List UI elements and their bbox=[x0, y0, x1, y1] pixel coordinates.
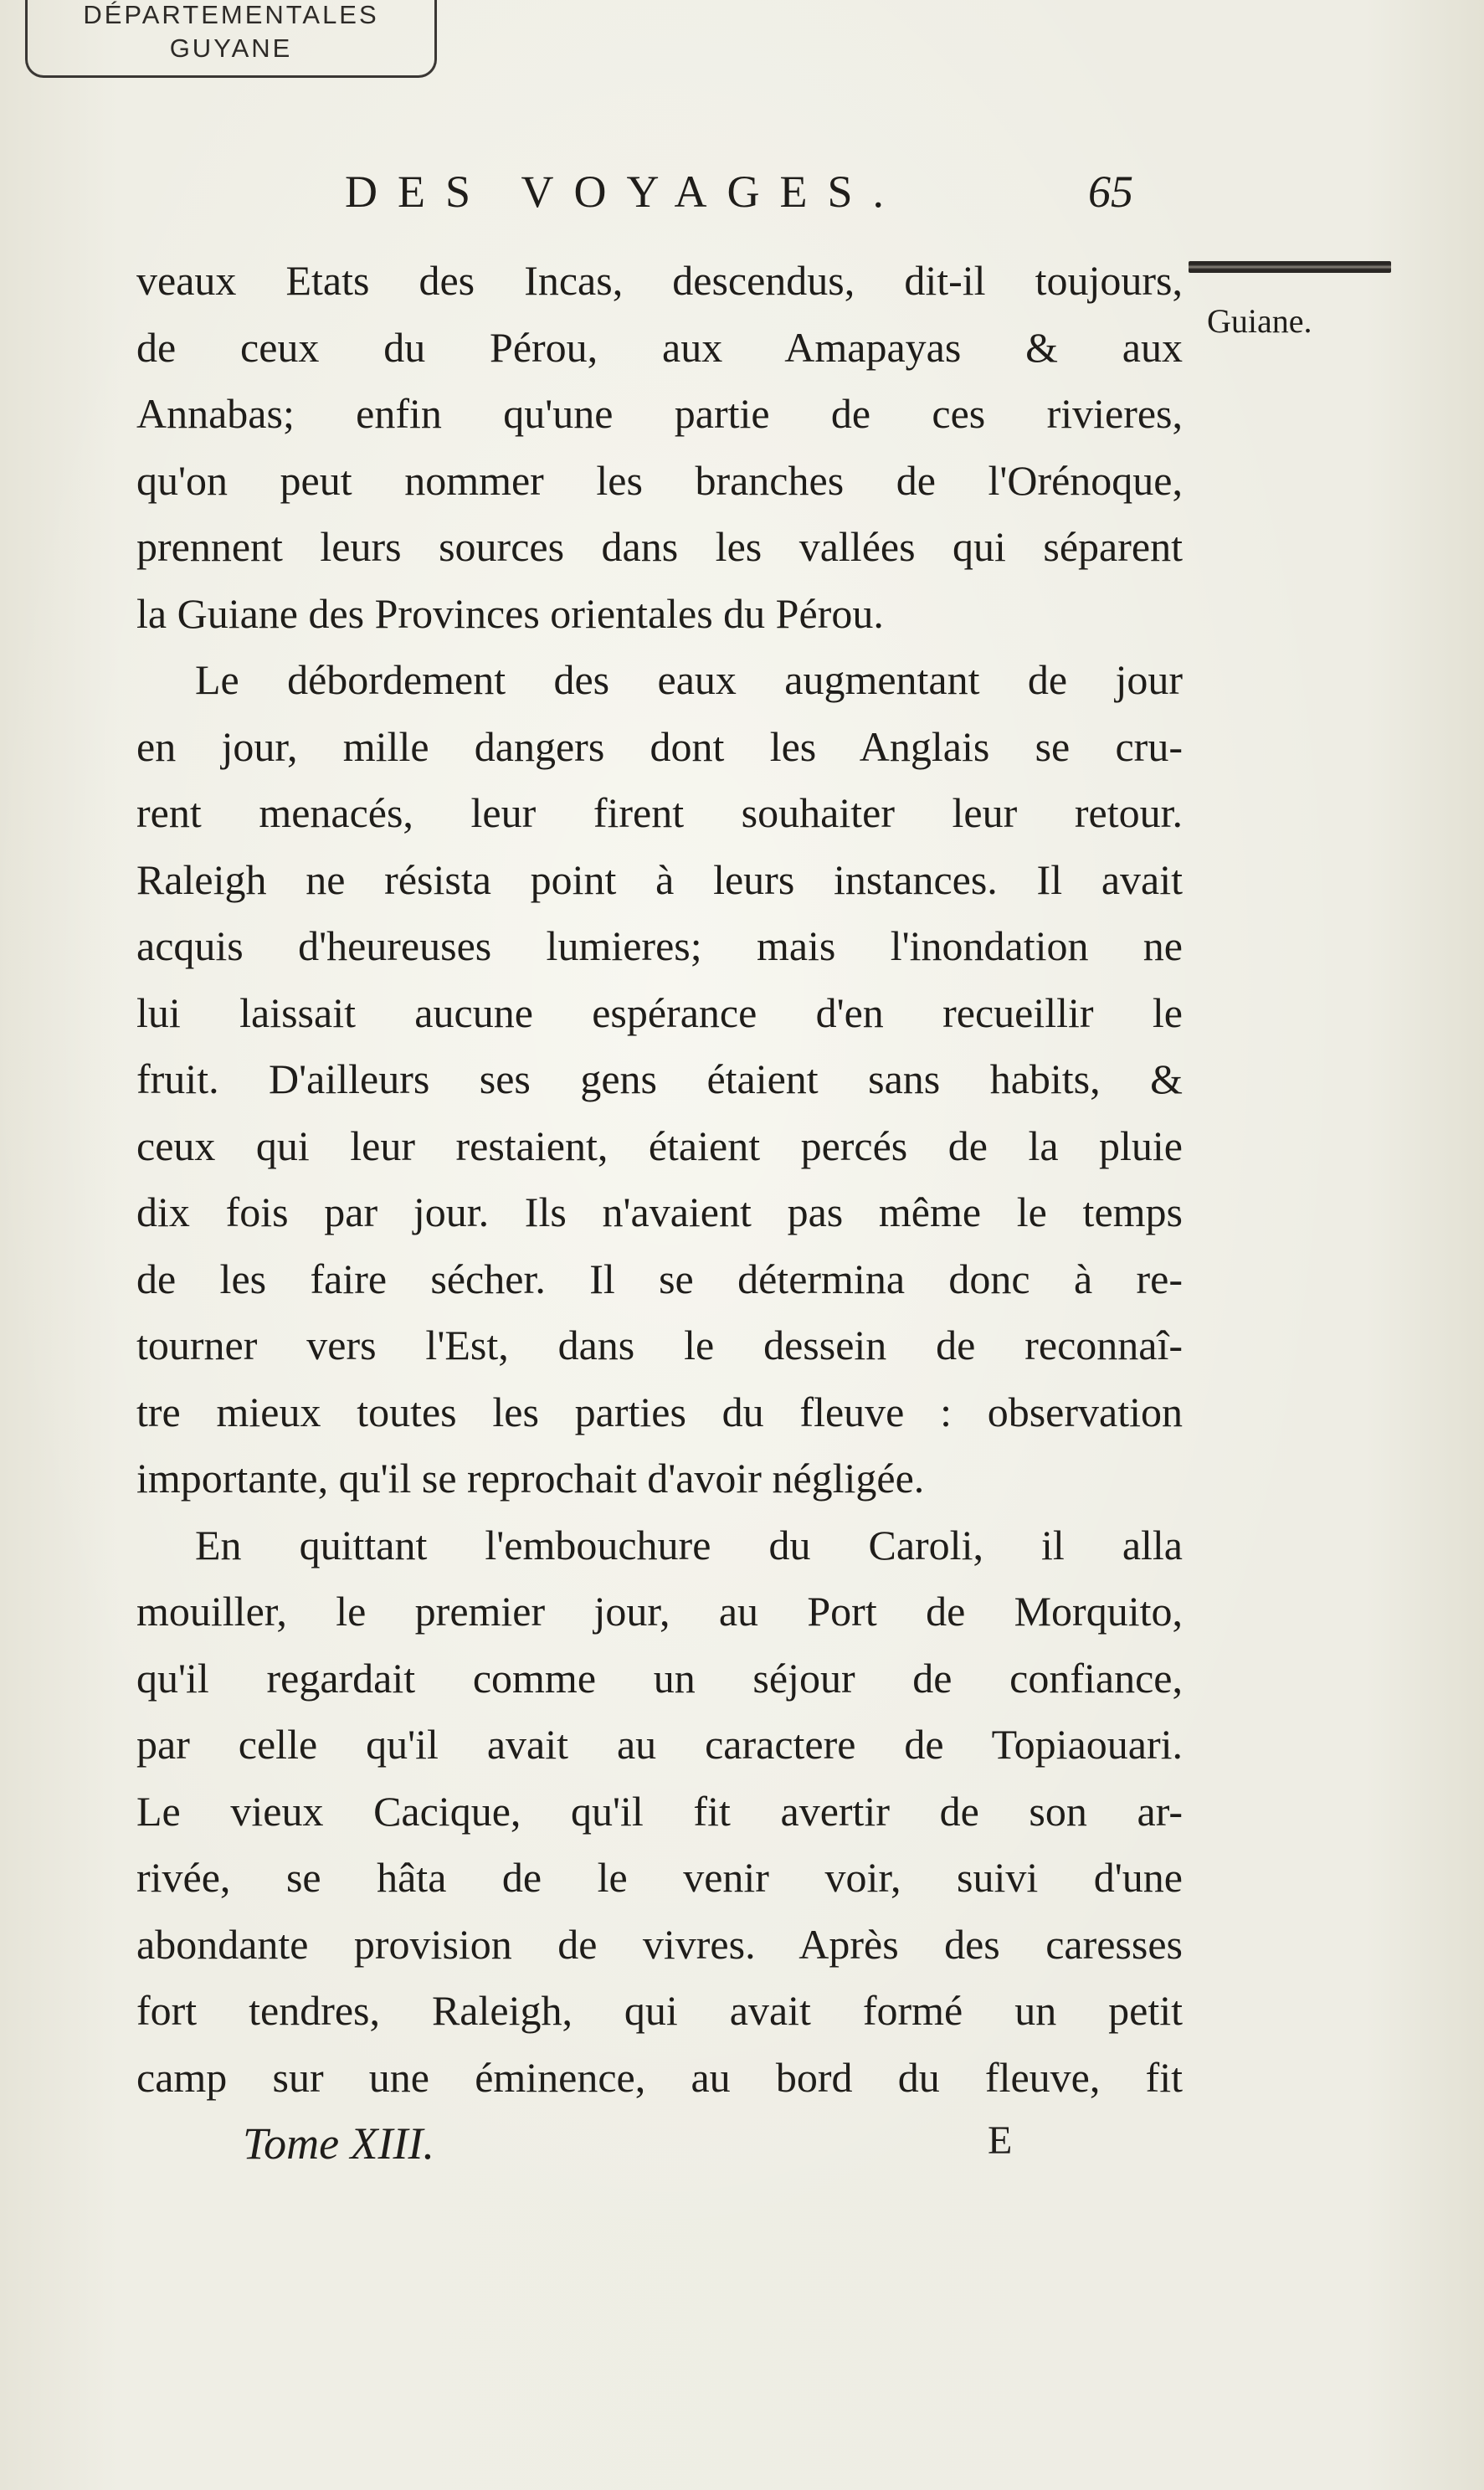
body-text bbox=[136, 248, 1183, 2111]
text-line: ceux qui leur restaient, étaient percés de la pluie bbox=[136, 1122, 1183, 1169]
text-line: rivée, se hâta de le venir voir, suivi d'une bbox=[136, 1854, 1183, 1901]
text-line: mouiller, le premier jour, au Port de Morquito, bbox=[136, 1588, 1183, 1635]
text-line: En quittant l'embouchure du Caroli, il alla bbox=[195, 1521, 1183, 1568]
page-header bbox=[0, 166, 1484, 224]
text-line: Le vieux Cacique, qu'il fit avertir de son ar- bbox=[136, 1787, 1183, 1835]
archive-stamp bbox=[25, 0, 437, 78]
text-line: qu'on peut nommer les branches de l'Orénoque, bbox=[136, 456, 1183, 504]
text-line: de ceux du Pérou, aux Amapayas & aux bbox=[136, 323, 1183, 371]
text-line: qu'il regardait comme un séjour de confiance, bbox=[136, 1654, 1183, 1702]
stamp-text-line-1: DÉPARTEMENTALES bbox=[83, 0, 379, 29]
text-line: Annabas; enfin qu'une partie de ces rivieres, bbox=[136, 390, 1183, 437]
text-line: abondante provision de vivres. Après des caresses bbox=[136, 1920, 1183, 1968]
text-line: lui laissait aucune espérance d'en recueillir le bbox=[136, 988, 1183, 1036]
margin-rule bbox=[1189, 261, 1391, 273]
text-line: fort tendres, Raleigh, qui avait formé un petit bbox=[136, 1987, 1183, 2034]
text-line: prennent leurs sources dans les vallées qui séparent bbox=[136, 523, 1183, 570]
page-footer bbox=[0, 2118, 1484, 2176]
text-line: tre mieux toutes les parties du fleuve : observation bbox=[136, 1388, 1183, 1435]
signature-mark: E bbox=[988, 2118, 1013, 2163]
text-line: fruit. D'ailleurs ses gens étaient sans habits, & bbox=[136, 1055, 1183, 1102]
text-line: rent menacés, leur firent souhaiter leur retour. bbox=[136, 789, 1183, 836]
text-line: tourner vers l'Est, dans le dessein de reconnaî- bbox=[136, 1322, 1183, 1368]
text-line: de les faire sécher. Il se détermina donc à re- bbox=[136, 1255, 1183, 1302]
volume-label: Tome XIII. bbox=[243, 2118, 434, 2169]
stamp-text-line-2: GUYANE bbox=[169, 33, 293, 63]
text-line: Raleigh ne résista point à leurs instances. Il avait bbox=[136, 855, 1183, 903]
text-line: dix fois par jour. Ils n'avaient pas même le temps bbox=[136, 1189, 1183, 1235]
text-line: importante, qu'il se reprochait d'avoir négligée. bbox=[136, 1455, 925, 1502]
text-line: par celle qu'il avait au caractere de Topiaouari. bbox=[136, 1721, 1183, 1768]
text-line: veaux Etats des Incas, descendus, dit-il toujours, bbox=[136, 257, 1183, 304]
page-number: 65 bbox=[1088, 167, 1133, 217]
running-title: DES VOYAGES. bbox=[345, 167, 905, 217]
margin-note: Guiane. bbox=[1207, 302, 1312, 340]
text-line: acquis d'heureuses lumieres; mais l'inondation ne bbox=[136, 922, 1183, 969]
text-line: Le débordement des eaux augmentant de jour bbox=[195, 656, 1183, 703]
text-line: en jour, mille dangers dont les Anglais se cru- bbox=[136, 722, 1183, 770]
text-line: la Guiane des Provinces orientales du Pérou. bbox=[136, 589, 884, 637]
text-line: camp sur une éminence, au bord du fleuve, fit bbox=[136, 2053, 1183, 2101]
